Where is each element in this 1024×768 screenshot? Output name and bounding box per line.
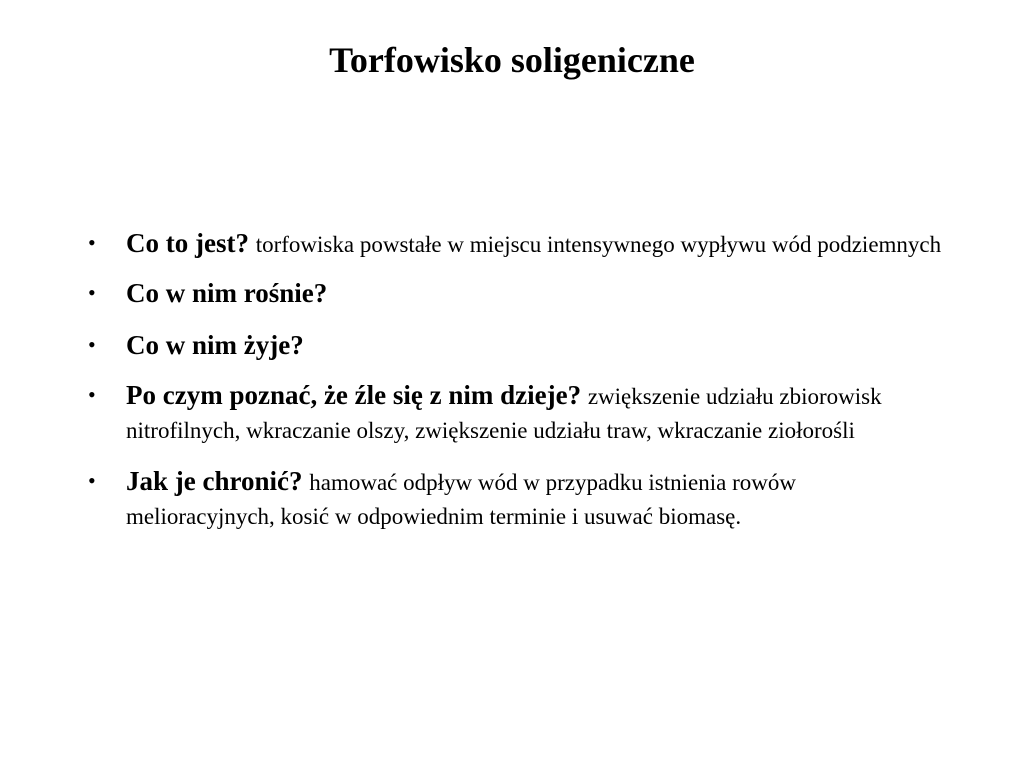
question-text: Co to jest? [126, 228, 256, 258]
bullet-icon: • [88, 332, 96, 357]
question-text: Co w nim żyje? [126, 330, 304, 360]
slide-title: Torfowisko soligeniczne [329, 40, 695, 80]
list-item [88, 464, 948, 534]
bullet-icon: • [88, 468, 96, 493]
list-item [88, 226, 948, 262]
bullet-list [88, 226, 948, 546]
answer-text: hamować odpływ wód w przypadku istnienia rowów melioracyjnych, kosić w odpowiednim terminie i usuwać biomasę. [126, 470, 796, 529]
bullet-icon: • [88, 280, 96, 305]
bullet-icon: • [88, 230, 96, 255]
list-item [88, 378, 948, 448]
list-item [88, 276, 948, 312]
question-text: Jak je chronić? [126, 466, 310, 496]
answer-text: torfowiska powstałe w miejscu intensywnego wypływu wód podziemnych [255, 232, 942, 257]
question-text: Po czym poznać, że źle się z nim dzieje? [126, 380, 588, 410]
bullet-icon: • [88, 382, 96, 407]
answer-text: zwiększenie udziału zbiorowisk nitrofilnych, wkraczanie olszy, zwiększenie udziału traw, wkraczanie ziołorośli [126, 384, 882, 443]
question-text: Co w nim rośnie? [126, 278, 328, 308]
list-item [88, 328, 948, 364]
